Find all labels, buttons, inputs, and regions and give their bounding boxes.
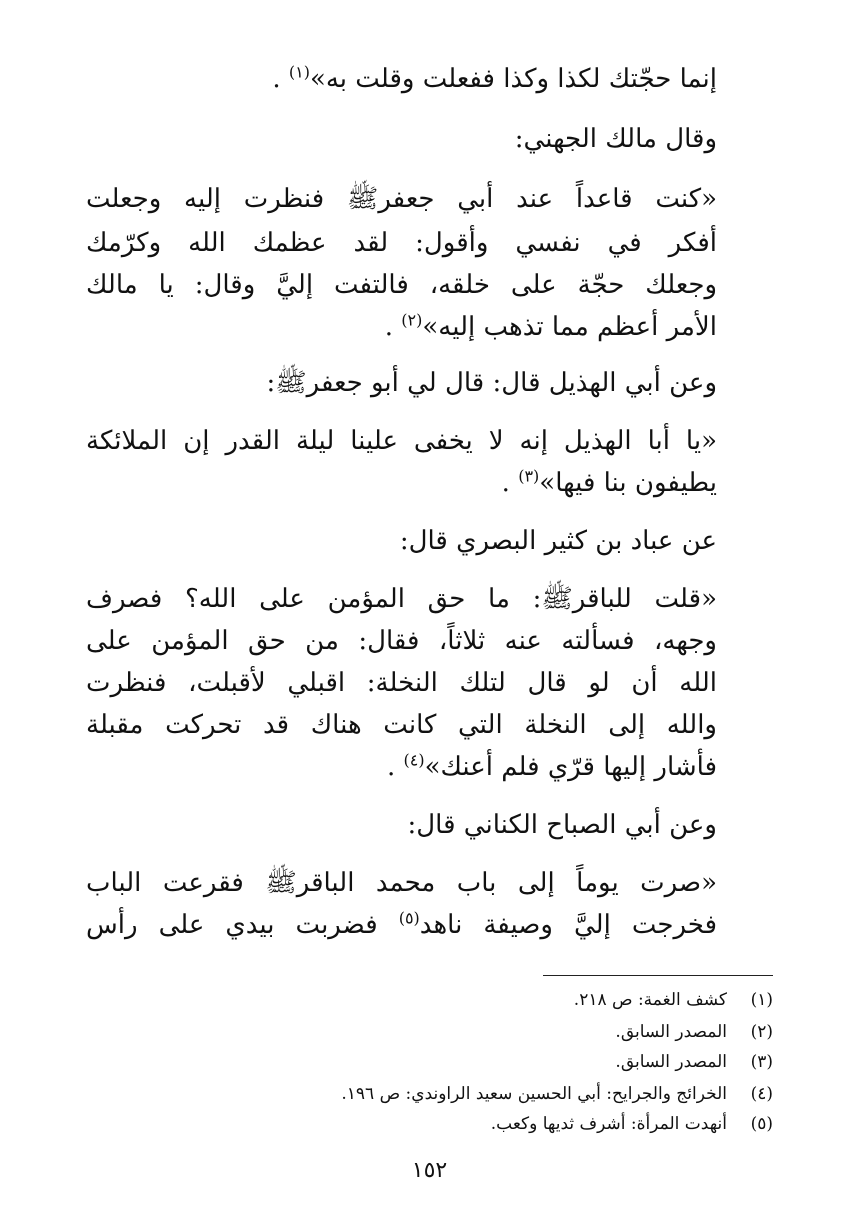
text-line xyxy=(387,750,717,784)
page-number: ١٥٢ xyxy=(411,1158,448,1183)
footnote-number: (١) xyxy=(750,990,773,1010)
text-line xyxy=(86,226,717,260)
line-text: الله أن لو قال لتلك النخلة: اقبلي لأقبلت، فنظرت xyxy=(86,668,717,698)
footnote xyxy=(615,1020,773,1044)
footnote-ref: (٤) xyxy=(403,750,425,770)
line-text: يطيفون بنا فيها» xyxy=(539,468,717,498)
period: . xyxy=(386,752,396,782)
line-text: إنما حجّتك لكذا وكذا ففعلت وقلت به» xyxy=(309,64,717,94)
footnote xyxy=(341,1082,773,1106)
line-text: وجهه، فسألته عنه ثلاثاً، فقال: من حق المؤمن على xyxy=(86,626,717,656)
text-line xyxy=(86,268,717,302)
footnote xyxy=(574,988,773,1012)
period: . xyxy=(384,312,394,342)
text-line xyxy=(86,182,717,216)
footnote-ref: (١) xyxy=(288,62,310,82)
footnote-text: كشف الغمة: ص ٢١٨. xyxy=(573,990,727,1010)
text-line xyxy=(502,466,717,500)
period: . xyxy=(272,64,281,94)
footnote-number: (٥) xyxy=(750,1114,773,1134)
text-line xyxy=(86,424,717,458)
text-line xyxy=(86,624,717,658)
footnote xyxy=(615,1050,773,1074)
footnote-text: المصدر السابق. xyxy=(615,1052,727,1072)
text-line xyxy=(515,122,717,156)
footnote-number: (٤) xyxy=(750,1084,773,1104)
line-text: وعن أبي الهذيل قال: قال لي أبو جعفرﷺ: xyxy=(266,368,717,398)
line-text: وعن أبي الصباح الكناني قال: xyxy=(407,810,717,840)
line-text: عن عباد بن كثير البصري قال: xyxy=(399,526,717,556)
line-text: فخرجت إليَّ وصيفة ناهد xyxy=(419,910,718,940)
text-line xyxy=(408,808,717,842)
line-text: وجعلك حجّة على خلقه، فالتفت إليَّ وقال: يا مالك xyxy=(86,270,717,300)
line-text: فأشار إليها قرّي فلم أعنك» xyxy=(424,752,717,782)
footnote-ref: (٥) xyxy=(398,908,420,928)
footnote-ref: (٢) xyxy=(401,310,423,330)
line-text: أفكر في نفسي وأقول: لقد عظمك الله وكرّمك xyxy=(86,228,717,258)
text-line xyxy=(86,666,717,700)
footnote-divider xyxy=(543,975,773,976)
footnote-text: أنهدت المرأة: أشرف ثديها وكعب. xyxy=(490,1114,727,1134)
line-text: «يا أبا الهذيل إنه لا يخفى علينا ليلة القدر إن الملائكة xyxy=(86,426,717,456)
line-text: وقال مالك الجهني: xyxy=(514,124,717,154)
line-text: «كنت قاعداً عند أبي جعفرﷺ فنظرت إليه وجعلت xyxy=(86,184,717,214)
line-text: الأمر أعظم مما تذهب إليه» xyxy=(422,312,717,342)
line-text: «صرت يوماً إلى باب محمد الباقرﷺ فقرعت الباب xyxy=(86,868,717,898)
period: . xyxy=(501,468,510,498)
text-line xyxy=(86,908,717,942)
text-line xyxy=(86,582,717,616)
footnote-number: (٢) xyxy=(750,1022,773,1042)
text-line xyxy=(272,62,717,96)
line-text: والله إلى النخلة التي كانت هناك قد تحركت مقبلة xyxy=(86,710,717,740)
text-line xyxy=(86,866,717,900)
text-line xyxy=(266,366,717,400)
text-line xyxy=(385,310,717,344)
footnote-ref: (٣) xyxy=(518,466,540,486)
footnote xyxy=(491,1112,773,1136)
line-text: فضربت بيدي على رأس xyxy=(86,910,378,940)
footnote-text: الخرائج والجرايح: أبي الحسين سعيد الراوندي: ص ١٩٦. xyxy=(341,1084,727,1104)
line-text: «قلت للباقرﷺ: ما حق المؤمن على الله؟ فصرف xyxy=(86,584,717,614)
text-line xyxy=(400,524,717,558)
footnote-number: (٣) xyxy=(750,1052,773,1072)
footnote-text: المصدر السابق. xyxy=(615,1022,727,1042)
text-line xyxy=(86,708,717,742)
